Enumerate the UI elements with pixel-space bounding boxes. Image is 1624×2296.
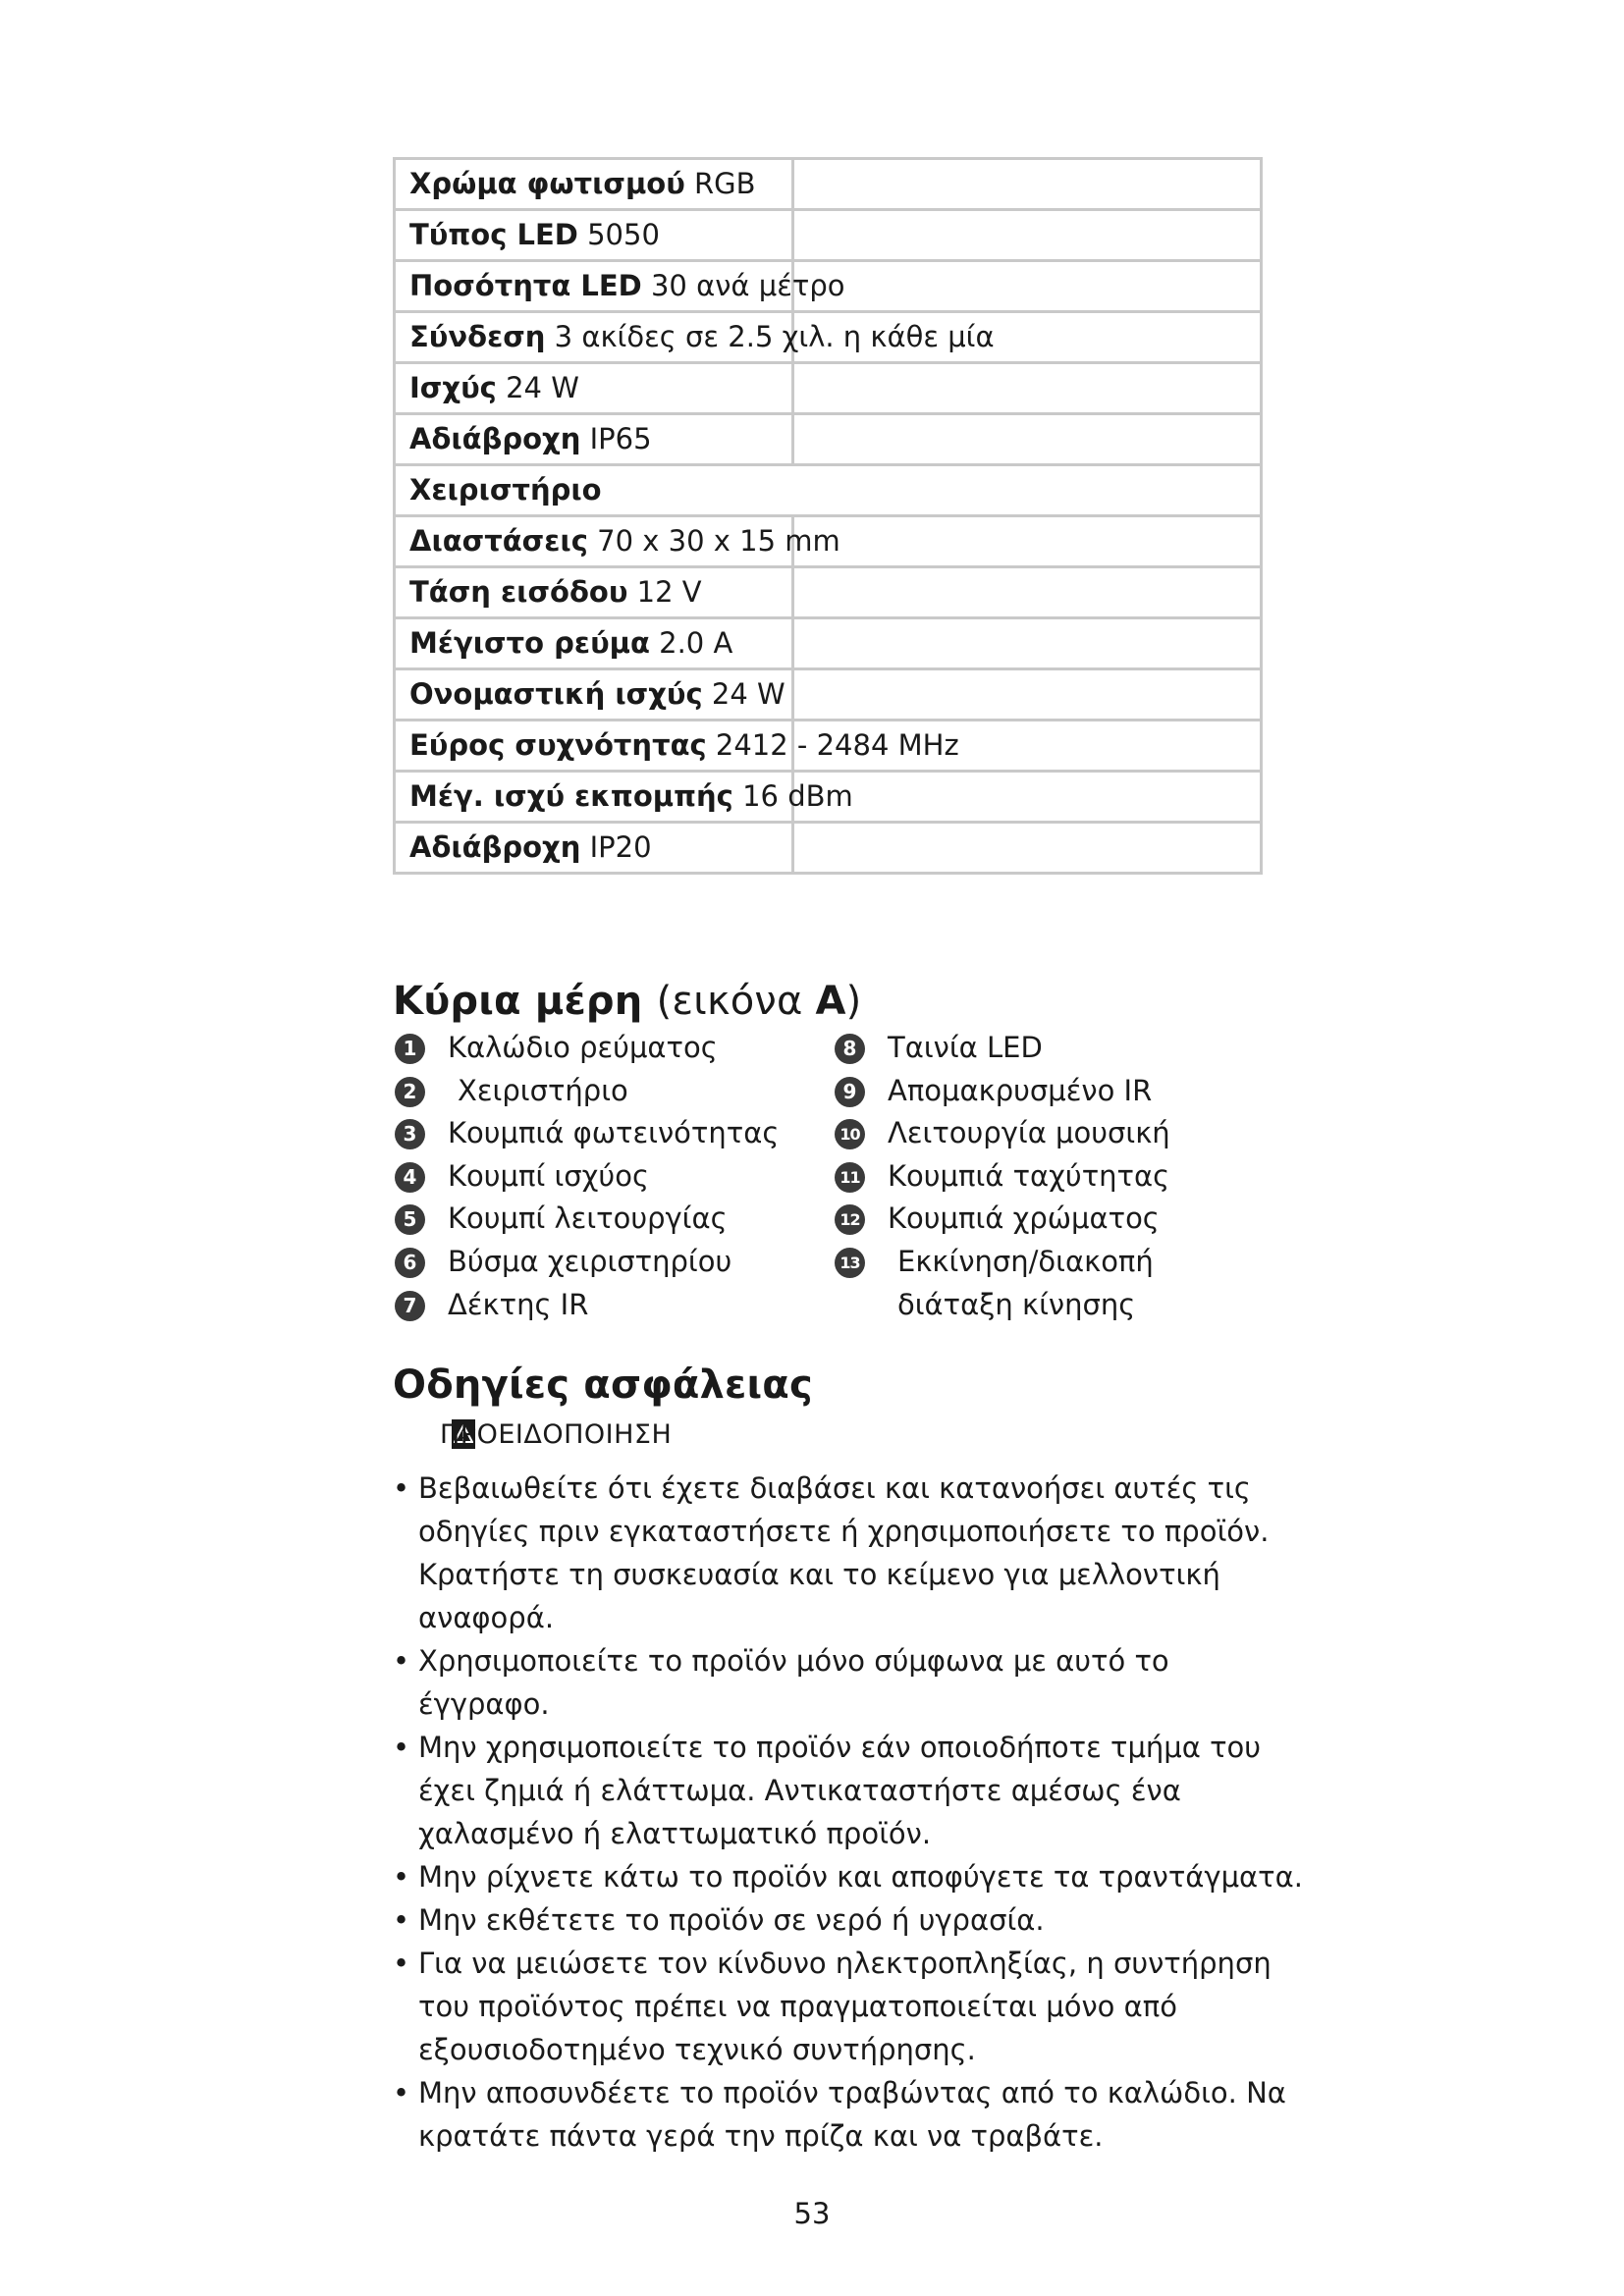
spec-value: 70 x 30 x 15 mm [597,524,840,558]
part-number-badge: 9 [835,1077,865,1107]
safety-bullet [393,2071,1286,2158]
spec-empty-cell [793,823,1262,874]
spec-label: Σύνδεση [409,320,546,353]
spec-label: Ισχύς [409,371,497,404]
spec-cell [395,618,793,669]
spec-label: Μέγιστο ρεύμα [409,626,650,660]
spec-cell [395,567,793,618]
spec-row [395,516,1262,567]
part-label: Βύσμα χειριστηρίου [448,1244,732,1278]
part-item [835,1070,1267,1113]
spec-row [395,414,1262,465]
spec-cell [395,772,853,823]
spec-row [395,823,1262,874]
part-number-badge: 8 [835,1034,865,1064]
page-number: 53 [793,2197,831,2230]
safety-heading: Οδηγίες ασφάλειας [393,1362,813,1408]
safety-bullet-line: οδηγίες πριν εγκαταστήσετε ή χρησιμοποιήσετε το προϊόν. [418,1515,1270,1548]
spec-empty-cell [793,669,1262,721]
spec-empty-cell [793,516,1262,567]
spec-value: 12 V [636,575,702,609]
spec-row [395,210,1262,261]
safety-bullet-line: • Για να μειώσετε τον κίνδυνο ηλεκτροπληξίας, η συντήρηση [418,1947,1272,1980]
part-label-continuation: διάταξη κίνησης [897,1287,1136,1321]
spec-value: IP20 [589,830,652,864]
safety-bullet [393,1942,1272,2071]
spec-row [395,721,1262,772]
spec-value: 2.0 A [659,626,733,660]
safety-bullet-line: του προϊόντος πρέπει να πραγματοποιείται μόνο από [418,1990,1177,2023]
part-number-badge: 4 [395,1162,425,1193]
spec-cell [395,669,793,721]
safety-bullet-line: έγγραφο. [418,1687,550,1721]
spec-cell [395,823,793,874]
spec-label: Ονομαστική ισχύς [409,677,703,711]
spec-cell [395,261,845,312]
spec-row [395,261,1262,312]
spec-value: IP65 [589,422,652,455]
part-label: Κουμπιά ταχύτητας [888,1158,1170,1193]
spec-row [395,669,1262,721]
spec-row [395,567,1262,618]
spec-label: Τύπος LED [409,218,578,251]
part-item [395,1155,807,1199]
spec-cell [395,159,793,210]
part-label: Κουμπιά φωτεινότητας [448,1116,780,1150]
spec-row [395,312,1262,363]
part-number-badge: 7 [395,1291,425,1321]
spec-label: Χρώμα φωτισμού [409,167,685,200]
spec-row [395,465,1262,516]
safety-bullet [393,1726,1262,1855]
part-label: Κουμπιά χρώματος [888,1201,1160,1236]
safety-bullet-line: εξουσιοδοτημένο τεχνικό συντήρησης. [418,2033,976,2066]
spec-value: 5050 [587,218,660,251]
part-item [395,1112,807,1155]
parts-heading-letter: A [815,979,846,1024]
safety-bullet-line: • Χρησιμοποιείτε το προϊόν μόνο σύμφωνα με αυτό το [418,1644,1169,1678]
safety-bullet [393,1639,1257,1726]
safety-bullet-line: κρατάτε πάντα γερά την πρίζα και να τραβάτε. [418,2119,1104,2153]
spec-label: Αδιάβροχη [409,830,581,864]
part-number-badge: 5 [395,1204,425,1235]
safety-bullet-line: • Μην χρησιμοποιείτε το προϊόν εάν οποιοδήποτε τμήμα του [418,1731,1262,1764]
part-label: Λειτουργία μουσική [888,1116,1170,1150]
safety-bullet-line: • Βεβαιωθείτε ότι έχετε διαβάσει και κατανοήσει αυτές τις [418,1471,1251,1505]
spec-empty-cell [793,567,1262,618]
part-number-badge: 3 [395,1119,425,1149]
safety-bullet-line: αναφορά. [418,1601,555,1634]
part-number-badge: 1 [395,1034,425,1064]
spec-label: Ποσότητα LED [409,269,642,302]
part-label: Εκκίνηση/διακοπή [897,1244,1154,1278]
part-item [835,1112,1267,1155]
spec-empty-cell [793,772,1262,823]
spec-label: Τάση εισόδου [409,575,628,609]
warning-row [440,1415,672,1455]
part-number-badge: 10 [835,1119,865,1149]
spec-empty-cell [793,618,1262,669]
parts-heading-bold: Κύρια μέρη [393,979,643,1024]
safety-bullet-line: • Μην ρίχνετε κάτω το προϊόν και αποφύγετε τα τραντάγματα. [418,1860,1303,1894]
spec-row [395,618,1262,669]
safety-bullet [393,1898,1257,1942]
spec-empty-cell [793,414,1262,465]
spec-value: 3 ακίδες σε 2.5 χιλ. η κάθε μία [554,320,995,353]
part-label: Κουμπί λειτουργίας [448,1201,728,1236]
part-label: Κουμπί ισχύος [448,1158,649,1193]
spec-value: 24 W [506,371,579,404]
part-label: Ταινία LED [888,1031,1043,1064]
spec-value: RGB [694,167,756,200]
part-item [395,1284,807,1327]
warning-label: ΠΡΟΕΙΔΟΠΟΙΗΣΗ [440,1419,673,1450]
parts-heading-paren-open: (εικόνα [656,979,816,1024]
part-number-badge: 11 [835,1162,865,1193]
spec-label: Εύρος συχνότητας [409,728,707,762]
part-item [835,1241,1267,1321]
spec-label: Μέγ. ισχύ εκπομπής [409,779,733,813]
spec-label: Αδιάβροχη [409,422,581,455]
spec-value: 2412 - 2484 MHz [715,728,959,762]
spec-cell [395,516,840,567]
parts-heading [393,979,861,1024]
part-item [835,1155,1267,1199]
part-number-badge: 12 [835,1204,865,1235]
safety-bullet [393,1467,1270,1639]
spec-empty-cell [793,363,1262,414]
safety-bullet-line: χαλασμένο ή ελαττωματικό προϊόν. [418,1817,932,1850]
parts-list-right [835,1027,1267,1321]
part-number-badge: 6 [395,1248,425,1278]
spec-cell [395,721,959,772]
part-label: Δέκτης IR [448,1287,589,1321]
part-label: Χειριστήριο [458,1073,628,1107]
safety-bullet [393,1855,1303,1898]
safety-list [393,1467,1303,2158]
spec-table [393,157,1263,875]
part-number-badge: 13 [835,1248,865,1278]
part-item [835,1198,1267,1241]
spec-empty-cell [793,210,1262,261]
parts-heading-paren-close: ) [845,979,862,1024]
spec-empty-cell [793,261,1262,312]
spec-value: 24 W [711,677,785,711]
spec-label: Διαστάσεις [409,524,588,558]
safety-bullet-line: • Μην αποσυνδέετε το προϊόν τραβώντας από το καλώδιο. Να [418,2076,1286,2109]
spec-row [395,363,1262,414]
spec-cell [395,312,995,363]
part-item [835,1027,1267,1070]
part-item [395,1198,807,1241]
spec-row [395,159,1262,210]
spec-label: Χειριστήριο [409,473,602,507]
spec-empty-cell [793,159,1262,210]
safety-bullet-line: • Μην εκθέτετε το προϊόν σε νερό ή υγρασία. [418,1903,1045,1937]
safety-bullet-line: Κρατήστε τη συσκευασία και το κείμενο για μελλοντική [418,1558,1220,1591]
spec-value: 30 ανά μέτρο [650,269,845,302]
spec-cell [395,465,1262,516]
part-number-badge: 2 [395,1077,425,1107]
part-item [395,1027,807,1070]
spec-row [395,772,1262,823]
spec-cell [395,210,793,261]
spec-cell [395,414,793,465]
part-label: Καλώδιο ρεύματος [448,1031,718,1064]
parts-list-left [395,1027,807,1326]
safety-bullet-line: έχει ζημιά ή ελάττωμα. Αντικαταστήστε αμέσως ένα [418,1774,1181,1807]
part-label: Απομακρυσμένο IR [888,1073,1153,1107]
spec-value: 16 dBm [742,779,853,813]
part-item [395,1241,807,1284]
part-item [395,1070,807,1113]
spec-cell [395,363,793,414]
